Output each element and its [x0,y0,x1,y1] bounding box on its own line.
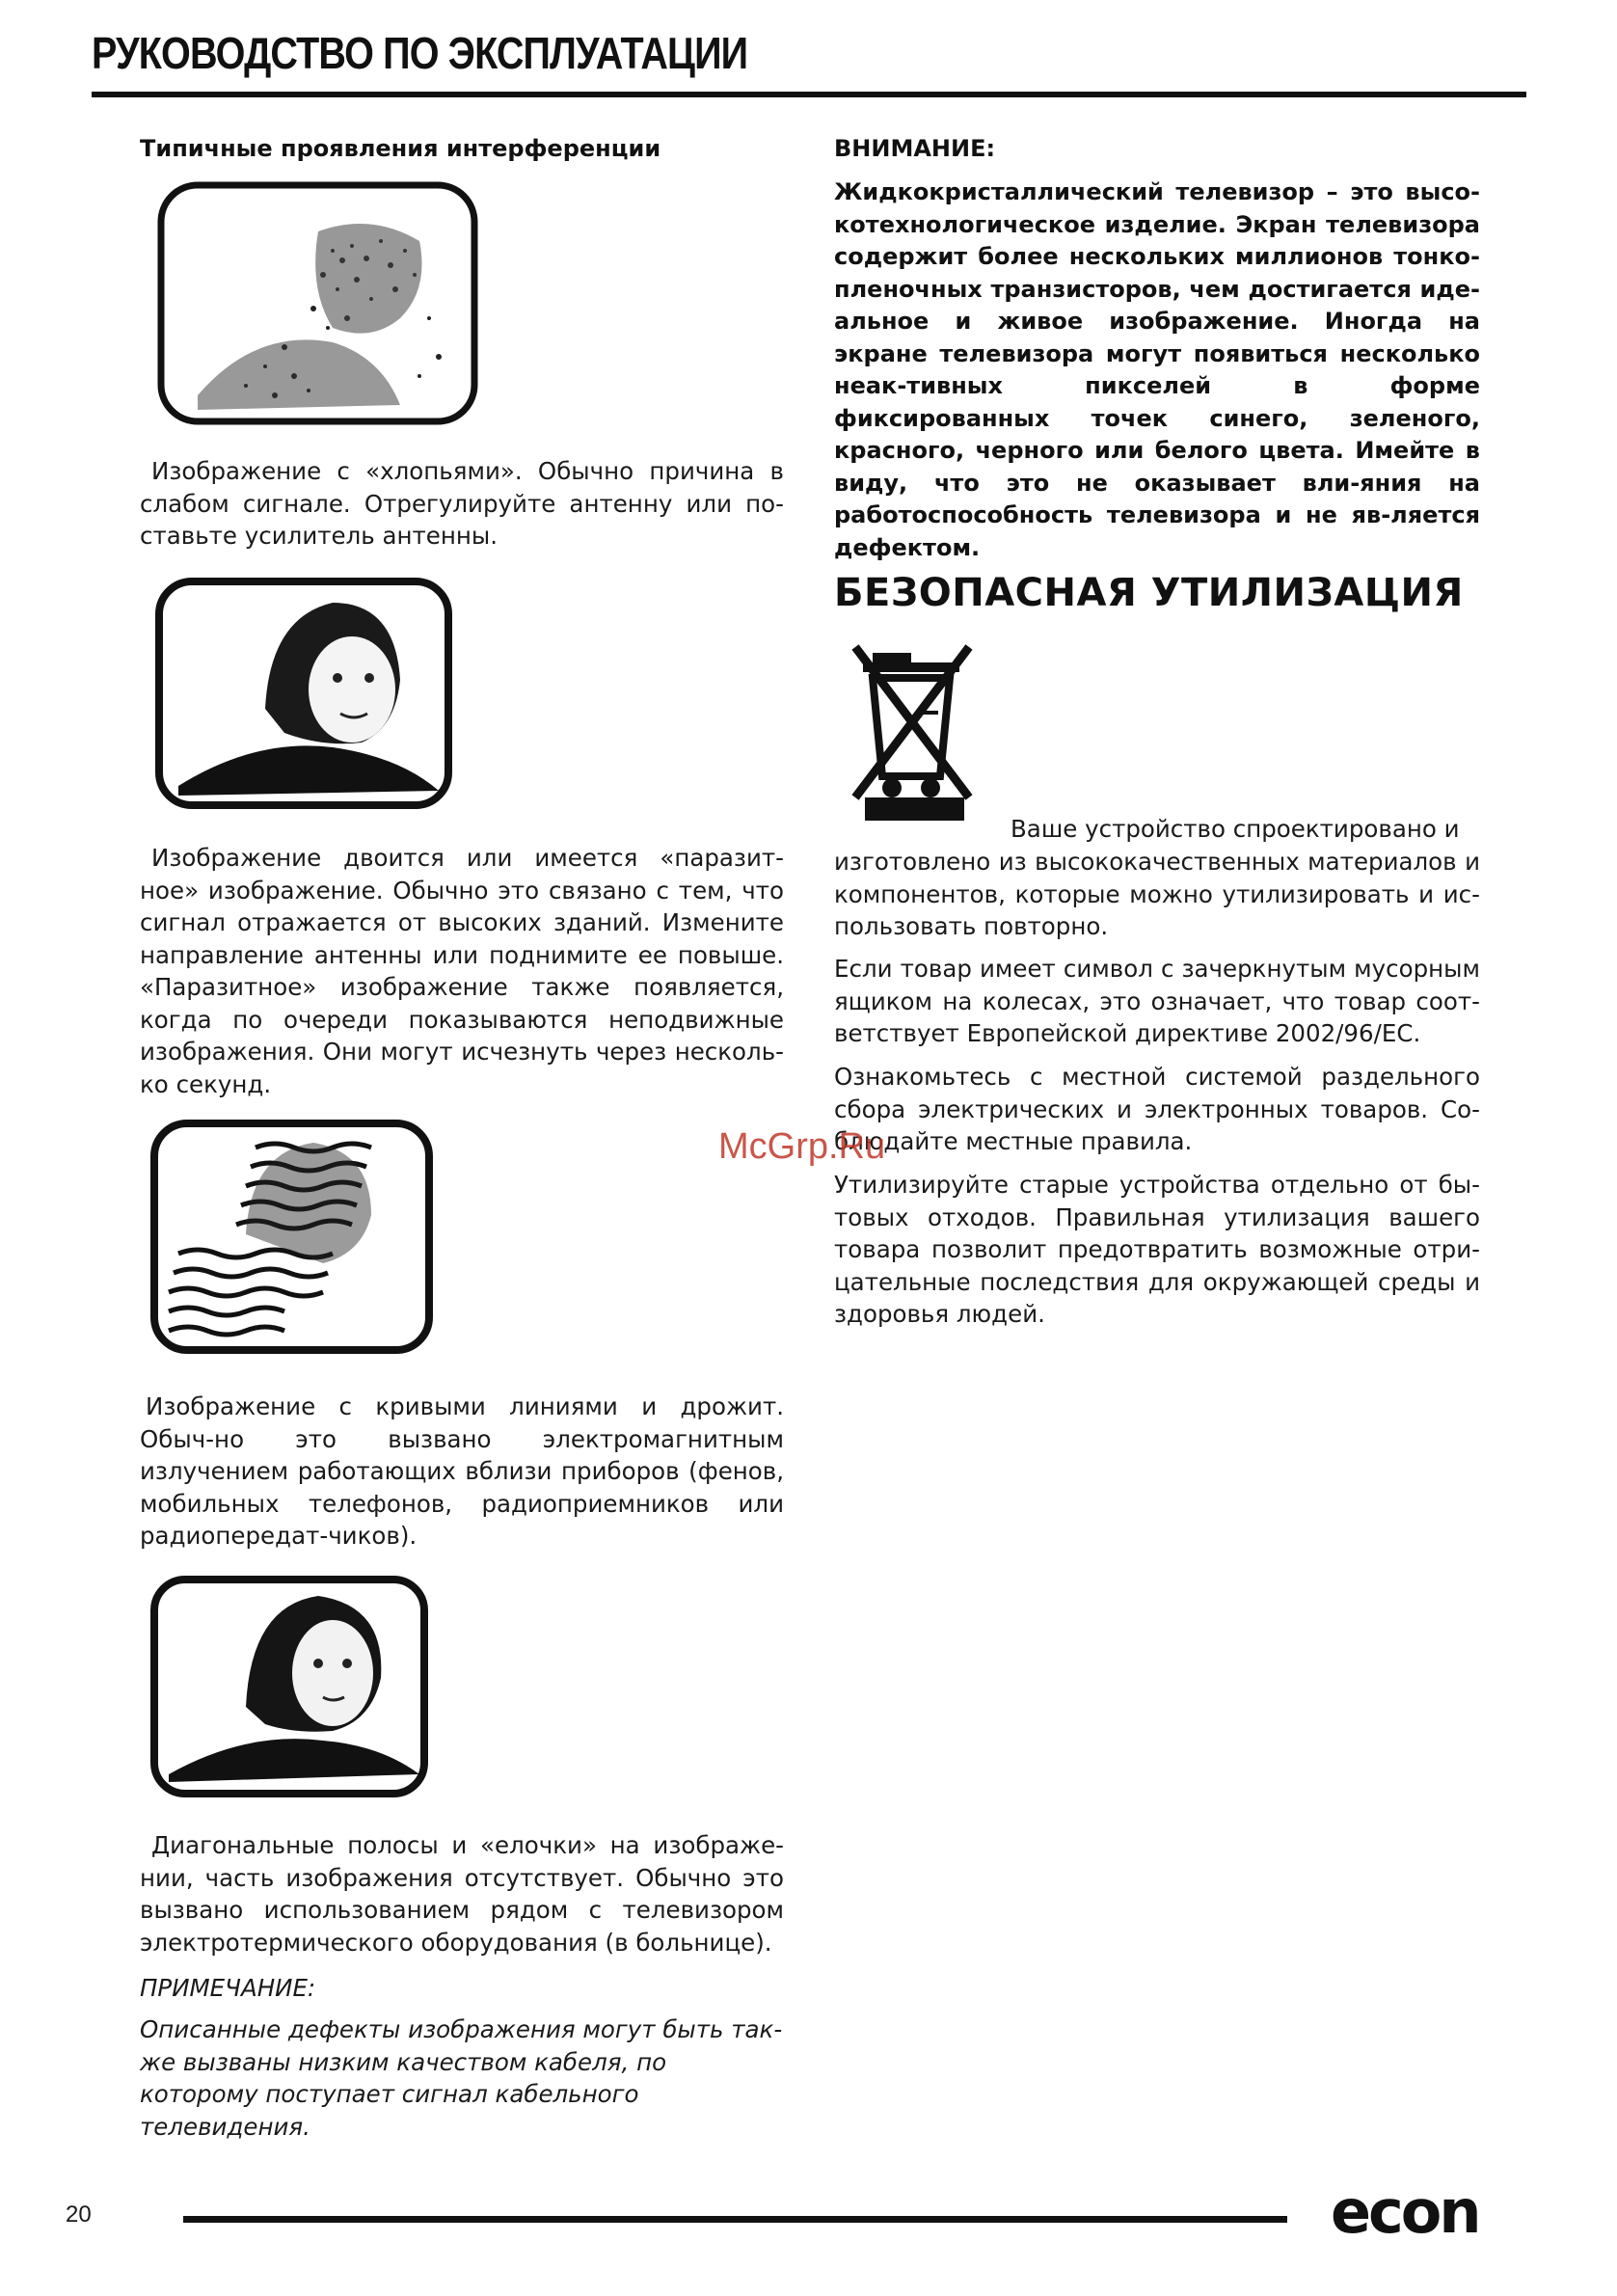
interference-section-title: Типичные проявления интерференции [140,135,661,162]
note-text: Описанные дефекты изображения могут быть так-же вызваны низким качеством кабеля, по которому поступает сигнал кабельного телевидения. [140,2015,783,2141]
attention-text: Жидкокристаллический телевизор – это высо-котехнологическое изделие. Экран телевизора содержит более нескольких миллионов тонко-пленочных транзисторов, чем достигается иде-альное и живое изображение. Иногда на экране телевизора могут появиться несколько неак-тивных пикселей в форме фиксированных точек синего, зеленого, красного, черного или белого цвета. Имейте в виду, что это не оказывает вли-яния на работоспособность телевизора и не яв-ляется дефектом. [834,178,1480,561]
footer-divider [183,2216,1287,2223]
weee-bin-icon [834,632,991,832]
interference-text-1: Изображение с «хлопьями». Обычно причина в слабом сигнале. Отрегулируйте антенну или по-ставьте усилитель антенны. [140,457,784,550]
disposal-title: БЕЗОПАСНАЯ УТИЛИЗАЦИЯ [834,571,1464,615]
interference-text-3: Изображение с кривыми линиями и дрожит. Обыч-но это вызвано электромагнитным излучением работающих вблизи приборов (фенов, мобильных телефонов, радиоприемников или радиопередат-чиков). [140,1392,784,1550]
disposal-text-1-line1: Ваше устройство спроектировано и [1011,815,1460,843]
disposal-text-4: Утилизируйте старые устройства отдельно от бы-товых отходов. Правильная утилизация вашего товара позволит предотвратить возможные отри-цательные последствия для окружающей среды и здоровья людей. [834,1171,1480,1328]
tv-snow-image [140,174,501,439]
page-number: 20 [66,2201,92,2228]
tv-diagonal-image [140,1562,439,1813]
disposal-text-1: изготовлено из высококачественных материалов и компонентов, которые можно утилизировать и ис-пользовать повторно. [834,848,1480,940]
disposal-text-2: Если товар имеет символ с зачеркнутым мусорным ящиком на колесах, это означает, что товар соот-ветствует Европейской директиве 2002/96/ЕС. [834,955,1480,1047]
header-divider [92,92,1526,97]
disposal-text-3: Ознакомьтесь с местной системой раздельного сбора электрических и электронных товаров. Со-блюдайте местные правила. [834,1063,1480,1155]
watermark-text: McGrp.Ru [718,1126,886,1167]
tv-ghost-image [140,564,472,824]
tv-wavy-image [140,1109,444,1369]
interference-text-4: Диагональные полосы и «елочки» на изображе-нии, часть изображения отсутствует. Обычно это вызвано использованием рядом с телевизором электротермического оборудования (в больнице). [140,1831,784,1957]
interference-text-2: Изображение двоится или имеется «паразит-ное» изображение. Обычно это связано с тем, что сигнал отражается от высоких зданий. Измените направление антенны или поднимите ее повыше. «Паразитное» изображение также появляется, когда по очереди показываются неподвижные изображения. Они могут исчезнуть через несколь-ко секунд. [140,844,784,1098]
econ-logo [1331,2184,1504,2242]
note-label: ПРИМЕЧАНИЕ: [140,1974,316,2002]
attention-label: ВНИМАНИЕ: [834,135,996,162]
page-header-title: РУКОВОДСТВО ПО ЭКСПЛУАТАЦИИ [92,28,748,78]
econ-logo-text: econ [1331,2184,1479,2242]
